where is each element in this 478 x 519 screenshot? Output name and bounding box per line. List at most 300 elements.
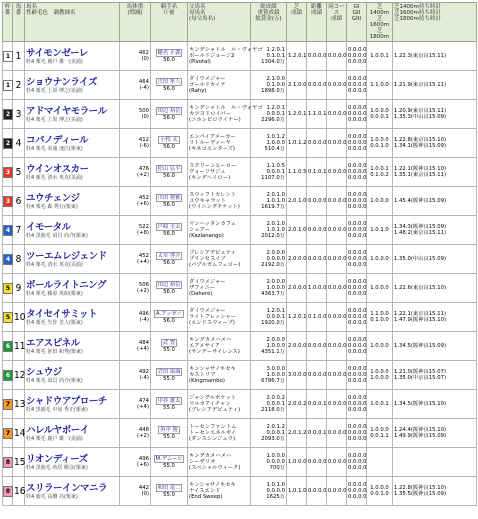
- turf1600-record: 1.0.0.0: [370, 255, 389, 262]
- total-prize: 510.4万: [264, 146, 285, 153]
- dam-name: カストリア: [189, 371, 216, 378]
- horse-name-link[interactable]: ショウナンライズ: [26, 76, 97, 88]
- entry-row[interactable]: [3, 187, 477, 216]
- body-weight: 484: [138, 339, 149, 346]
- horse-profile: 牡4 栗毛 須貝 尚介(栗東): [26, 377, 83, 384]
- g2-record: 0.0.0.0: [348, 342, 367, 349]
- grade-record-cell: [347, 419, 367, 448]
- header-grade: GI GII GIII: [347, 3, 367, 42]
- jockey-name-link[interactable]: 小牧 太: [160, 136, 178, 143]
- weight-diff: (+6): [137, 462, 149, 468]
- weight-diff: (0): [141, 56, 149, 62]
- g3-record: 0.0.0.0: [348, 117, 367, 124]
- horse-number: 1: [13, 42, 25, 71]
- turf-record: 3.0.0.0: [287, 361, 307, 390]
- horse-profile: 牡4 黒鹿毛 須貝 尚介(栗東): [26, 232, 88, 239]
- g2-record: 0.0.0.0: [348, 255, 367, 262]
- jockey-name-link[interactable]: 武 豊: [162, 339, 176, 346]
- turf1400-time: 1.22.1(東京良15.11): [394, 310, 447, 317]
- best-time-cell: [393, 448, 477, 477]
- grade-record-cell: [347, 129, 367, 158]
- horse-name-link[interactable]: ツーエムレジェンド: [26, 250, 107, 262]
- entry-row[interactable]: [3, 332, 477, 361]
- sire-name: ダイワメジャー: [189, 307, 226, 314]
- jockey-name-link[interactable]: 松山 弘平: [157, 165, 181, 172]
- horse-cell[interactable]: [25, 303, 120, 332]
- grade-record-cell: [347, 361, 367, 390]
- dam-name: ゴールドカイテ: [189, 81, 226, 88]
- distance-best-cell: [367, 361, 393, 390]
- g3-record: 0.0.0.0: [348, 291, 367, 298]
- record-cell: [251, 100, 287, 129]
- jockey-weight: 56.0: [163, 56, 175, 63]
- horse-profile: 牡4 栗毛 笹田 和秀(栗東): [26, 348, 83, 355]
- waku-badge: 1: [3, 80, 13, 91]
- turf-record: 1.2.0.1: [287, 42, 307, 71]
- waku-cell: [3, 245, 13, 274]
- horse-cell[interactable]: [25, 274, 120, 303]
- header-horse: 馬名 性齢毛色 調教師名: [25, 3, 120, 42]
- jockey-weight: 55.0: [163, 375, 175, 382]
- best-time-cell: [393, 100, 477, 129]
- jockey-name-link[interactable]: 中谷 雄太: [157, 397, 181, 404]
- total-prize: 2093.0万: [261, 436, 285, 443]
- weight-cell: [120, 187, 151, 216]
- waku-cell: [3, 42, 13, 71]
- record-cell: [251, 187, 287, 216]
- waku-cell: [3, 390, 13, 419]
- graded-record: 1.0.0.0: [266, 371, 285, 378]
- jockey-name-link[interactable]: 浜中 俊: [160, 426, 178, 433]
- horse-profile: 牡4 栗毛 清水 英克(美浦): [26, 174, 83, 181]
- sire-name: マンハッタンカフェ: [189, 220, 237, 227]
- total-record: 2.1.0.0: [266, 75, 285, 82]
- best-time-cell: [393, 42, 477, 71]
- horse-profile: 牡4 栗毛 矢作 芳人(栗東): [26, 319, 83, 326]
- course-record: 0.0.0.0: [327, 71, 347, 100]
- dam-name: ザフィニー: [189, 284, 216, 291]
- distance-best-cell: [367, 245, 393, 274]
- total-record: 2.0.0.2: [266, 394, 285, 401]
- body-weight: 412: [138, 136, 149, 143]
- body-weight: 452: [138, 252, 149, 259]
- g1-record: 0.0.0.0: [348, 75, 367, 82]
- jockey-name-link[interactable]: 蛯名 正義: [157, 49, 181, 56]
- g2-record: 0.0.0.0: [348, 110, 367, 117]
- jockey-cell[interactable]: [151, 129, 188, 158]
- sire-name: キングカメハメハ: [189, 452, 232, 459]
- dam-name: ナイスエンド: [189, 487, 221, 494]
- weight-cell: [120, 245, 151, 274]
- horse-name-link[interactable]: ハレルヤボーイ: [26, 424, 89, 436]
- entry-row[interactable]: [3, 216, 477, 245]
- horse-number: 8: [13, 245, 25, 274]
- weight-cell: [120, 303, 151, 332]
- g2-record: 0.0.0.0: [348, 429, 367, 436]
- dam-name: ボールドジョージ2: [189, 52, 235, 59]
- horse-name-link[interactable]: スリラーインマニラ: [26, 482, 108, 494]
- jockey-name-link[interactable]: 和田 竜二: [157, 484, 181, 491]
- horse-cell[interactable]: [25, 448, 120, 477]
- damsire-name: (キネコエンターズ): [189, 146, 235, 153]
- horse-profile: 牡4 栗毛 藤原 英昭(栗東): [26, 290, 83, 297]
- waku-badge: 4: [3, 225, 13, 236]
- horse-name-link[interactable]: ボールライトニング: [26, 279, 106, 291]
- damsire-name: (ブレシアデピュティ): [189, 407, 241, 414]
- entry-row[interactable]: [3, 129, 477, 158]
- turf1600-record: 1.0.0.1: [370, 400, 389, 407]
- horse-cell[interactable]: [25, 100, 120, 129]
- grade-record-cell: [347, 390, 367, 419]
- sire-name: キングシャトル ル・ヴォヤゴ: [189, 104, 263, 111]
- damsire-name: (エンドスウィープ): [189, 320, 235, 327]
- horse-number: 16: [13, 477, 25, 506]
- waku-cell: [3, 361, 13, 390]
- graded-record: 1.0.0.0: [266, 342, 285, 349]
- total-prize: 4351.1万: [261, 349, 285, 356]
- waku-cell: [3, 477, 13, 506]
- horse-name-link[interactable]: シュウジ: [26, 366, 62, 378]
- entry-row[interactable]: [3, 42, 477, 71]
- horse-cell[interactable]: [25, 477, 120, 506]
- g1-record: 0.0.0.0: [348, 394, 367, 401]
- g1-record: 0.0.0.0: [348, 220, 367, 227]
- horse-name-link[interactable]: イモータル: [26, 221, 71, 233]
- g2-record: 0.0.0.0: [348, 168, 367, 175]
- distance-best-cell: [367, 390, 393, 419]
- dam-name: プリンセスイブ: [189, 255, 226, 262]
- jockey-name-link[interactable]: 岩田 康誠: [157, 368, 181, 375]
- body-weight: 506: [138, 281, 149, 288]
- turf-record: 2.1.0.0: [287, 71, 307, 100]
- horse-cell[interactable]: [25, 390, 120, 419]
- entry-row[interactable]: [3, 448, 477, 477]
- g2-record: 0.0.0.0: [348, 139, 367, 146]
- total-record: 2.0.0.0: [266, 278, 285, 285]
- pedigree-cell: [188, 390, 251, 419]
- g1-record: 0.0.0.0: [348, 46, 367, 53]
- jockey-weight: 56.0: [163, 172, 175, 179]
- best-time-cell: [393, 419, 477, 448]
- jockey-weight: 56.0: [163, 143, 175, 150]
- turf-record: 1.0.0.0: [287, 448, 307, 477]
- horse-cell[interactable]: [25, 158, 120, 187]
- g1-record: 0.0.0.0: [348, 191, 367, 198]
- total-prize: 1625万: [266, 494, 285, 501]
- horse-cell[interactable]: [25, 245, 120, 274]
- jockey-name-link[interactable]: 田辺 裕信: [157, 281, 181, 288]
- jockey-weight: 55.0: [163, 462, 175, 469]
- g2-record: 0.0.0.0: [348, 226, 367, 233]
- dam-name: リトルーディーヤ: [189, 139, 231, 146]
- distance-best-cell: [367, 303, 393, 332]
- turf1400-time: 1.22.3(東京良15.11): [394, 52, 447, 59]
- horse-name-link[interactable]: ユウチェンジ: [26, 192, 80, 204]
- turf1600-time: 1.34.5(阪神良15.10): [394, 400, 447, 407]
- entry-row[interactable]: [3, 100, 477, 129]
- distance-best-cell: [367, 158, 393, 187]
- g3-record: 0.0.0.0: [348, 59, 367, 66]
- horse-number: 10: [13, 303, 25, 332]
- turf1600-time: 1.34.1(阪神良15.09): [394, 143, 447, 149]
- sire-name: エンパイアメーカー: [189, 133, 236, 140]
- total-prize: 2192.0万: [261, 262, 285, 269]
- turf-record: 2.0.1.2: [287, 419, 307, 448]
- horse-name-link[interactable]: シャドウアプローチ: [26, 395, 107, 407]
- entry-row[interactable]: [3, 303, 477, 332]
- weight-diff: (+4): [137, 259, 149, 265]
- total-prize: 1304.0万: [261, 59, 285, 66]
- distance-best-cell: [367, 448, 393, 477]
- dam-name: シーザリオ: [189, 458, 216, 465]
- horse-cell[interactable]: [25, 42, 120, 71]
- pedigree-cell: [188, 274, 251, 303]
- jockey-name-link[interactable]: 太宰 啓介: [157, 252, 181, 259]
- total-prize: 1898.0万: [261, 88, 285, 95]
- horse-profile: 牡4 栗毛 鹿戸 雄一(美浦): [26, 435, 83, 442]
- dam-name: マルカアイチャン: [189, 400, 231, 407]
- jockey-cell[interactable]: [151, 332, 188, 361]
- waku-badge: 5: [3, 283, 13, 294]
- total-record: 1.0.0.0: [266, 452, 285, 459]
- sire-name: トーセンファントム: [189, 423, 237, 430]
- record-cell: [251, 477, 287, 506]
- weight-diff: (+2): [137, 288, 149, 294]
- record-cell: [251, 129, 287, 158]
- course-record: 0.0.0.0: [327, 100, 347, 129]
- horse-cell[interactable]: [25, 361, 120, 390]
- total-prize: 2118.0万: [261, 407, 285, 414]
- turf1600-record: 1.0.1.0: [370, 226, 389, 233]
- jockey-weight: 55.0: [163, 491, 175, 498]
- turf1600-record: 0.0.1.0: [370, 491, 389, 497]
- waku-cell: [3, 448, 13, 477]
- course-record: 0.0.0.0: [327, 419, 347, 448]
- total-prize: 2296.0万: [261, 117, 285, 124]
- jockey-cell[interactable]: [151, 216, 188, 245]
- jockey-cell[interactable]: [151, 245, 188, 274]
- header-pedigree: 父馬名 母馬名 (母父馬名): [188, 3, 251, 42]
- entry-row[interactable]: [3, 361, 477, 390]
- record-cell: [251, 390, 287, 419]
- horse-cell[interactable]: [25, 419, 120, 448]
- grade-record-cell: [347, 303, 367, 332]
- g2-record: 0.0.0.0: [348, 52, 367, 59]
- distance-record: 0.0.0.0: [307, 187, 327, 216]
- course-record: 0.0.0.0: [327, 129, 347, 158]
- grade-record-cell: [347, 274, 367, 303]
- jockey-cell[interactable]: [151, 274, 188, 303]
- jockey-cell[interactable]: [151, 100, 188, 129]
- weight-diff: (+6): [137, 201, 149, 207]
- sire-name: スウィフトカレント: [189, 191, 237, 198]
- grade-record-cell: [347, 71, 367, 100]
- horse-cell[interactable]: [25, 332, 120, 361]
- horse-cell[interactable]: [25, 129, 120, 158]
- jockey-name-link[interactable]: A.アッゼニ: [155, 310, 183, 317]
- pedigree-cell: [188, 100, 263, 129]
- damsire-name: (Pivotal): [189, 59, 211, 66]
- weight-cell: [120, 477, 151, 506]
- horse-cell[interactable]: [25, 216, 120, 245]
- sire-name: キンシャサノキセキ: [189, 365, 236, 372]
- distance-record: 0.0.0.0: [307, 477, 327, 506]
- horse-name-link[interactable]: リオンディーズ: [26, 453, 88, 465]
- pedigree-cell: [188, 477, 251, 506]
- waku-cell: [3, 332, 13, 361]
- g1-record: 0.0.0.0: [348, 278, 367, 285]
- total-prize: 700万: [269, 465, 285, 472]
- entry-row[interactable]: [3, 419, 477, 448]
- waku-badge: 2: [3, 109, 13, 120]
- horse-number: 9: [13, 274, 25, 303]
- total-record: 2.0.1.0: [266, 220, 285, 227]
- grade-record-cell: [347, 216, 367, 245]
- horse-name-link[interactable]: タイセイサミット: [26, 308, 98, 320]
- graded-record: 0.0.0.1: [266, 313, 285, 320]
- distance-record: 0.0.0.1: [307, 419, 327, 448]
- g2-record: 0.0.0.0: [348, 400, 367, 407]
- jockey-cell[interactable]: [151, 158, 188, 187]
- horse-profile: 牡4 鹿毛 高橋 亮(栗東): [26, 493, 78, 500]
- total-prize: 6786.7万: [261, 378, 285, 385]
- horse-name-link[interactable]: サイモンゼーレ: [26, 47, 88, 59]
- body-weight: 464: [138, 78, 149, 85]
- distance-record: 0.1.0.0: [307, 303, 327, 332]
- header-times: 芝1400m持ち時計 芝1600m持ち時計 芝1800m持ち時計: [393, 3, 477, 42]
- weight-cell: [120, 448, 151, 477]
- g3-record: 0.0.0.0: [348, 407, 367, 414]
- g1-record: 0.0.0.0: [348, 365, 367, 372]
- pedigree-cell: [188, 448, 251, 477]
- total-record: 2.0.0.0: [266, 336, 285, 343]
- sire-name: キングシャトル ル・ヴォヤゴ: [189, 46, 263, 53]
- record-cell: [251, 361, 287, 390]
- weight-cell: [120, 158, 151, 187]
- graded-record: 0.0.0.0: [266, 255, 285, 262]
- jockey-cell[interactable]: [151, 303, 188, 332]
- g1-record: 0.0.0.0: [348, 133, 367, 140]
- pedigree-cell: [188, 187, 251, 216]
- horse-number: 11: [13, 332, 25, 361]
- g2-record: 0.0.0.0: [348, 458, 367, 465]
- turf1400-time: 1.24.4(阪神良15.10): [394, 426, 447, 433]
- dam-name: ユウキャラット: [189, 197, 226, 204]
- horse-number: 6: [13, 187, 25, 216]
- waku-badge: 1: [3, 51, 13, 62]
- grade-record-cell: [347, 245, 367, 274]
- body-weight: 492: [138, 368, 149, 375]
- jockey-name-link[interactable]: 戸崎 圭太: [157, 223, 181, 230]
- damsire-name: (サンデーサイレンス): [189, 349, 240, 356]
- dam-name: カツヨドロイバー: [189, 110, 232, 117]
- weight-diff: (+4): [137, 404, 149, 410]
- jockey-cell[interactable]: [151, 448, 188, 477]
- graded-record: 0.1.0.1: [266, 52, 285, 59]
- damsire-name: (スペシャルウィーク): [189, 465, 241, 472]
- jockey-cell[interactable]: [151, 361, 188, 390]
- damsire-name: (Dahere): [189, 291, 213, 298]
- jockey-name-link[interactable]: 田辺 裕信: [157, 107, 181, 114]
- dam-name: シュアー: [189, 226, 210, 233]
- record-cell: [251, 245, 287, 274]
- entry-row[interactable]: [3, 390, 477, 419]
- graded-record: 0.0.0.1: [266, 110, 285, 117]
- entry-row[interactable]: [3, 71, 477, 100]
- horse-profile: 牡4 栗毛 鹿戸 雄一(美浦): [26, 58, 83, 65]
- entry-row[interactable]: [3, 158, 477, 187]
- jockey-name-link[interactable]: M.デムーロ: [155, 455, 183, 462]
- horse-name-link[interactable]: エアスピネル: [26, 337, 80, 349]
- jockey-name-link[interactable]: 吉田 隼人: [157, 78, 181, 85]
- entry-row[interactable]: [3, 245, 477, 274]
- g3-record: 0.0.0.0: [348, 88, 367, 95]
- turf-record: 2.0.0.0: [287, 332, 307, 361]
- horse-name-link[interactable]: コパノディール: [26, 134, 89, 146]
- pedigree-cell: [188, 361, 251, 390]
- jockey-cell[interactable]: [151, 477, 188, 506]
- horse-name-link[interactable]: ウインオスカー: [26, 163, 89, 175]
- turf-record: 1.1.0.5: [287, 158, 307, 187]
- turf1400-time: 1.21.9(東京良15.11): [394, 81, 447, 88]
- entry-row[interactable]: [3, 477, 477, 506]
- course-record: 0.0.0.0: [327, 448, 347, 477]
- g1-record: 0.0.0.0: [348, 249, 367, 256]
- sire-name: ダイワメジャー: [189, 278, 226, 285]
- grade-record-cell: [347, 448, 367, 477]
- sire-name: スクリーンヒーロー: [189, 162, 237, 169]
- jockey-cell[interactable]: [151, 42, 188, 71]
- course-record: 0.0.0.0: [327, 42, 347, 71]
- waku-badge: 5: [3, 312, 13, 323]
- distance-record: 1.0.0.0: [307, 274, 327, 303]
- course-record: 0.0.0.0: [327, 245, 347, 274]
- grade-record-cell: [347, 158, 367, 187]
- best-time-cell: [393, 390, 477, 419]
- horse-cell[interactable]: [25, 187, 120, 216]
- jockey-cell[interactable]: [151, 390, 188, 419]
- horse-name-link[interactable]: アドマイヤモラール: [26, 105, 107, 117]
- jockey-cell[interactable]: [151, 419, 188, 448]
- jockey-cell[interactable]: [151, 187, 188, 216]
- weight-cell: [120, 274, 151, 303]
- best-time-cell: [393, 361, 477, 390]
- jockey-cell[interactable]: [151, 71, 188, 100]
- course-record: 0.0.0.0: [327, 216, 347, 245]
- turf-record: 2.0.0.2: [287, 390, 307, 419]
- distance-record: 0.0.0.0: [307, 216, 327, 245]
- record-cell: [251, 71, 287, 100]
- total-record: 1.0.1.2: [266, 133, 285, 140]
- horse-number: 15: [13, 448, 25, 477]
- g1-record: 0.0.0.0: [348, 481, 367, 488]
- g1-record: 0.0.0.0: [348, 104, 367, 111]
- pedigree-cell: [188, 129, 251, 158]
- jockey-name-link[interactable]: 川田 将雅: [157, 194, 181, 201]
- weight-diff: (0): [141, 114, 149, 120]
- entry-row[interactable]: [3, 274, 477, 303]
- graded-record: 0.0.0.0: [266, 487, 285, 494]
- turf1600-time: 1.35.5(阪神良15.09): [394, 491, 447, 497]
- g2-record: 0.0.0.0: [348, 371, 367, 378]
- horse-cell[interactable]: [25, 71, 120, 100]
- total-record: 2.0.1.2: [266, 423, 285, 430]
- turf1600-record: 1.0.0.0: [370, 342, 389, 349]
- turf1400-record: 1.1.0.0: [370, 81, 389, 88]
- turf1600-record: 0.1.0.2: [370, 172, 389, 178]
- g3-record: 0.0.0.0: [348, 233, 367, 240]
- horse-profile: 牡4 栗毛 上原 博之(美浦): [26, 87, 83, 94]
